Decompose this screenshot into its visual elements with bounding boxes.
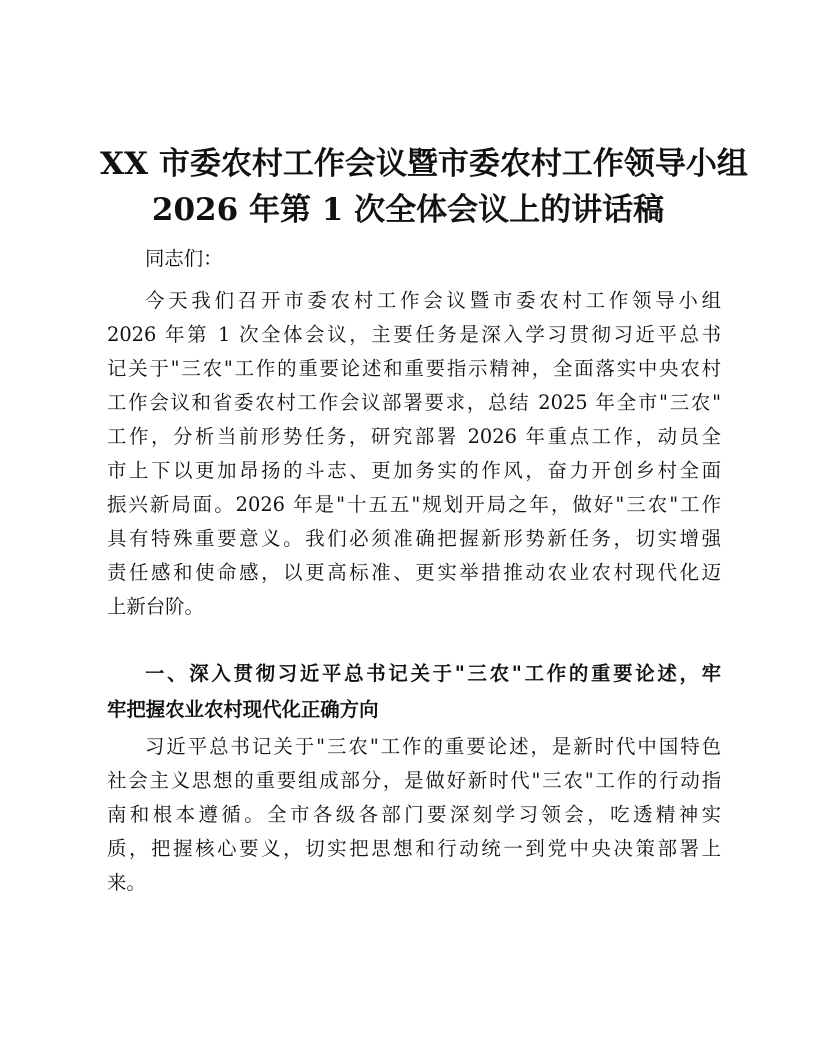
paragraph-line: 南和根本遵循。全市各级各部门要深刻学习领会，吃透精神实: [107, 803, 721, 826]
paragraph-line: 记关于"三农"工作的重要论述和重要指示精神，全面落实中央农村: [107, 357, 721, 380]
heading-line: 一、深入贯彻习近平总书记关于"三农"工作的重要论述，牢: [145, 662, 721, 685]
paragraph-section-1: [107, 730, 721, 900]
greeting-text: 同志们：: [145, 247, 223, 270]
paragraph-line: 社会主义思想的重要组成部分，是做好新时代"三农"工作的行动指: [107, 769, 721, 792]
paragraph-line: 振兴新局面。2026 年是"十五五"规划开局之年，做好"三农"工作: [107, 493, 721, 516]
paragraph-line: 工作会议和省委农村工作会议部署要求，总结 2025 年全市"三农": [107, 391, 721, 414]
heading-line: 牢把握农业农村现代化正确方向: [107, 698, 379, 721]
paragraph-line: 来。: [107, 871, 146, 894]
paragraph-line: 责任感和使命感，以更高标准、更实举措推动农业农村现代化迈: [107, 561, 721, 584]
paragraph-line: 质，把握核心要义，切实把思想和行动统一到党中央决策部署上: [107, 837, 721, 860]
paragraph-line: 习近平总书记关于"三农"工作的重要论述，是新时代中国特色: [145, 735, 721, 758]
paragraph-line: 2026 年第 1 次全体会议，主要任务是深入学习贯彻习近平总书: [107, 323, 721, 346]
document-title-line-2: 2026 年第 1 次全体会议上的讲话稿: [151, 192, 665, 228]
paragraph-line: 今天我们召开市委农村工作会议暨市委农村工作领导小组: [145, 289, 721, 312]
paragraph-line: 具有特殊重要意义。我们必须准确把握新形势新任务，切实增强: [107, 527, 721, 550]
paragraph-line: 市上下以更加昂扬的斗志、更加务实的作风，奋力开创乡村全面: [107, 459, 721, 482]
section-heading-1: [107, 656, 721, 728]
greeting: [107, 242, 721, 276]
paragraph-intro: [107, 284, 721, 624]
document-title-line-1: XX 市委农村工作会议暨市委农村工作领导小组: [100, 146, 748, 182]
paragraph-line: 工作，分析当前形势任务，研究部署 2026 年重点工作，动员全: [107, 425, 721, 448]
paragraph-line: 上新台阶。: [107, 595, 204, 618]
